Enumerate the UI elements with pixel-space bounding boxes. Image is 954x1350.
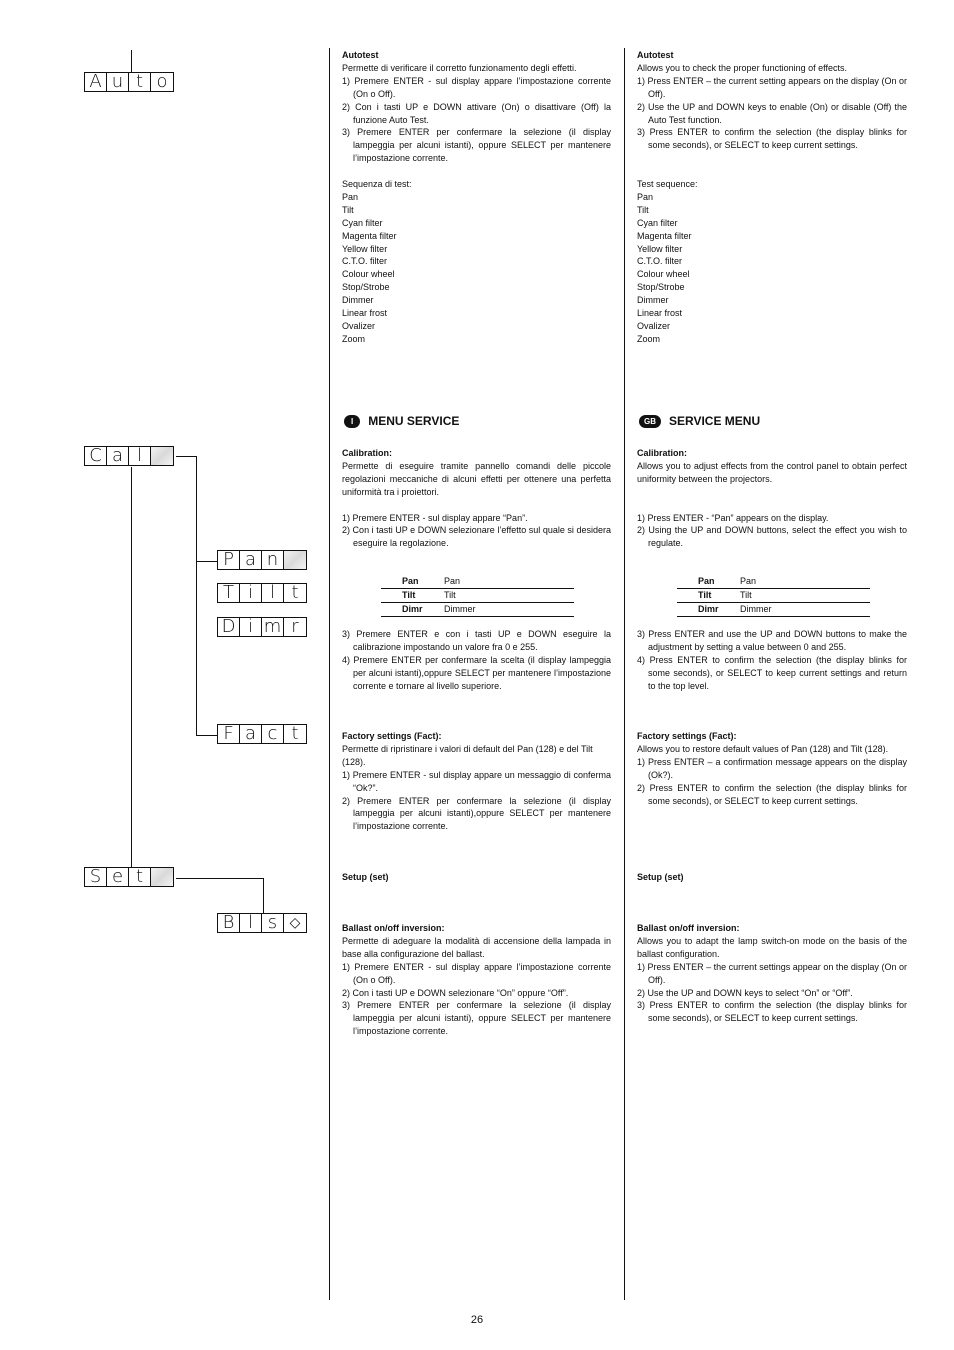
list-item: Yellow filter <box>637 243 683 254</box>
list-item: Dimmer <box>637 295 669 306</box>
option-value: Dimmer <box>740 603 870 617</box>
list-item: 3) Press ENTER and use the UP and DOWN buttons to make the adjustment by setting a value between 0 and 255. <box>637 629 907 652</box>
autotest-title: Autotest <box>342 50 379 60</box>
italian-column <box>342 49 611 346</box>
lcd-char: l <box>240 914 262 932</box>
lcd-char: a <box>240 551 262 569</box>
setup-title: Setup (set) <box>342 872 389 882</box>
list-item: 4) Press ENTER to confirm the selection (the display blinks for some seconds), or SELECT to keep current settings and return to the top level. <box>637 654 907 691</box>
list-item: Magenta filter <box>342 230 397 241</box>
lcd-char: C <box>85 447 107 465</box>
factory-title: Factory settings (Fact): <box>637 731 737 741</box>
option-key: Dimr <box>381 603 444 617</box>
ballast-title: Ballast on/off inversion: <box>637 923 740 933</box>
list-item: Ovalizer <box>342 321 376 332</box>
options-table-gb <box>677 575 870 617</box>
connector-line <box>263 878 264 913</box>
factory-steps <box>637 756 907 808</box>
connector-line <box>196 735 217 736</box>
calibration-intro: Permette di eseguire tramite pannello comandi delle piccole regolazioni meccaniche di alcuni effetti per ottenere una perfetta uniformità tra i proiettori. <box>342 460 611 497</box>
list-item: Pan <box>342 191 359 202</box>
list-item: 2) Con i tasti UP e DOWN selezionare l’effetto sul quale si desidera eseguire la regolazione. <box>342 525 611 549</box>
calibration-steps <box>637 512 907 551</box>
list-item: 2) Use the UP and DOWN keys to select “On” or “Off”. <box>637 987 853 998</box>
lcd-char <box>151 868 173 886</box>
lcd-char: F <box>218 725 240 743</box>
english-setup <box>637 871 907 884</box>
list-item: 3) Press ENTER to confirm the selection (the display blinks for some seconds), or SELECT to keep current settings. <box>637 127 907 151</box>
ballast-steps <box>342 961 611 1038</box>
lcd-char <box>151 447 173 465</box>
table-row <box>677 603 870 617</box>
lcd-char: P <box>218 551 240 569</box>
list-item: 1) Premere ENTER - sul display appare un messaggio di conferma “Ok?”. <box>342 769 611 793</box>
list-item: C.T.O. filter <box>637 256 683 267</box>
english-calibration <box>637 447 907 550</box>
list-item: Tilt <box>637 204 649 215</box>
autotest-intro: Permette di verificare il corretto funzionamento degli effetti. <box>342 62 577 73</box>
options-table-it <box>381 575 574 617</box>
section-heading-it <box>344 414 459 428</box>
italian-ballast <box>342 922 611 1038</box>
section-title: SERVICE MENU <box>669 414 761 428</box>
factory-title: Factory settings (Fact): <box>342 731 442 741</box>
list-item: 2) Con i tasti UP e DOWN attivare (On) o disattivare (Off) la funzione Auto Test. <box>342 101 611 125</box>
list-item: Cyan filter <box>342 217 383 228</box>
option-value: Pan <box>740 575 870 589</box>
italian-calibration <box>342 447 611 550</box>
connector-line <box>196 456 197 736</box>
lcd-char: D <box>218 618 240 636</box>
lcd-char: s <box>262 914 284 932</box>
lcd-tilt <box>217 583 307 603</box>
lcd-char: a <box>107 447 129 465</box>
lcd-char: S <box>85 868 107 886</box>
lcd-char: i <box>240 584 262 602</box>
connector-line <box>131 467 132 867</box>
option-key: Pan <box>677 575 740 589</box>
lcd-char: t <box>291 584 299 602</box>
option-value: Dimmer <box>444 603 574 617</box>
list-item: 3) Premere ENTER per confermare la selezione (il display lampeggia per alcuni istanti), oppure SELECT per mantenere l’impostazione corrente. <box>342 127 611 164</box>
list-item: 3) Premere ENTER per confermare la selezione (il display lampeggia per alcuni istanti), oppure SELECT per mantenere l’impostazione corrente. <box>342 1000 611 1037</box>
sequence-title: Sequenza di test: <box>342 179 412 190</box>
lcd-char: t <box>129 73 151 91</box>
lcd-char: e <box>107 868 129 886</box>
option-key: Pan <box>381 575 444 589</box>
list-item: Stop/Strobe <box>342 282 390 293</box>
list-item: 2) Con i tasti UP e DOWN selezionare “On” oppure “Off”. <box>342 987 569 998</box>
factory-steps <box>342 769 611 834</box>
page-number: 26 <box>470 1314 484 1326</box>
list-item: Stop/Strobe <box>637 282 685 293</box>
list-item: 1) Premere ENTER - sul display appare “Pan”. <box>342 512 528 523</box>
italian-calibration-cont <box>342 628 611 693</box>
language-badge: I <box>344 415 360 428</box>
lcd-bls <box>217 913 307 933</box>
lcd-char: t <box>129 868 151 886</box>
lcd-cal <box>84 446 174 466</box>
calibration-steps <box>637 628 907 693</box>
list-item: Linear frost <box>342 308 388 319</box>
list-item: 1) Press ENTER – a confirmation message appears on the display (Ok?). <box>637 756 907 780</box>
lcd-char: o <box>156 73 168 91</box>
calibration-intro: Allows you to adjust effects from the control panel to obtain perfect uniformity between the projectors. <box>637 460 907 484</box>
list-item: Cyan filter <box>637 217 678 228</box>
table-row <box>381 589 574 603</box>
ballast-intro: Permette di adeguare la modalità di accensione della lampada in base alla configurazione del ballast. <box>342 935 611 959</box>
lcd-pan <box>217 550 307 570</box>
lcd-char: c <box>262 725 284 743</box>
lcd-set <box>84 867 174 887</box>
list-item: 3) Premere ENTER e con i tasti UP e DOWN eseguire la calibrazione impostando un valore fra 0 e 255. <box>342 629 611 652</box>
list-item: 2) Using the UP and DOWN buttons, select the effect you wish to regulate. <box>637 525 907 549</box>
column-divider <box>329 48 330 1300</box>
option-value: Tilt <box>444 589 574 603</box>
list-item: Tilt <box>342 204 354 215</box>
lcd-char: t <box>291 725 299 743</box>
sequence-list <box>342 191 611 346</box>
option-key: Dimr <box>677 603 740 617</box>
list-item: Yellow filter <box>342 243 388 254</box>
lcd-char: m <box>262 618 284 636</box>
option-key: Tilt <box>677 589 740 603</box>
lcd-char: l <box>262 584 284 602</box>
list-item: 1) Premere ENTER - sul display appare l’impostazione corrente (On o Off). <box>342 75 611 99</box>
italian-setup <box>342 871 611 884</box>
table-row <box>677 589 870 603</box>
list-item: Pan <box>637 191 654 202</box>
lcd-char: A <box>85 73 107 91</box>
english-calibration-cont <box>637 628 907 693</box>
ballast-title: Ballast on/off inversion: <box>342 923 445 933</box>
language-badge: GB <box>639 415 661 428</box>
list-item: 2) Premere ENTER per confermare la selezione (il display lampeggia per alcuni istanti),oppure SELECT per mantenere l’impostazione corrente. <box>342 795 611 832</box>
calibration-title: Calibration: <box>342 448 393 458</box>
english-ballast <box>637 922 907 1025</box>
calibration-title: Calibration: <box>637 448 688 458</box>
italian-factory <box>342 730 611 833</box>
lcd-char: n <box>262 551 284 569</box>
list-item: Colour wheel <box>637 269 690 280</box>
lcd-fact <box>217 724 307 744</box>
autotest-steps <box>342 75 611 165</box>
option-value: Pan <box>444 575 574 589</box>
connector-line <box>196 561 217 562</box>
table-row <box>381 575 574 589</box>
column-divider <box>624 48 625 1300</box>
option-key: Tilt <box>381 589 444 603</box>
section-title: MENU SERVICE <box>368 414 460 428</box>
table-row <box>677 575 870 589</box>
list-item: 3) Press ENTER to confirm the selection (the display blinks for some seconds), or SELECT to keep current settings. <box>637 1000 907 1024</box>
autotest-steps <box>637 75 907 152</box>
lcd-char: a <box>240 725 262 743</box>
list-item: 1) Premere ENTER - sul display appare l’impostazione corrente (On o Off). <box>342 961 611 985</box>
updown-arrow-icon: ◇ <box>289 915 301 931</box>
connector-line <box>176 878 264 879</box>
connector-line <box>131 50 132 72</box>
english-factory <box>637 730 907 807</box>
list-item: Zoom <box>342 333 366 344</box>
lcd-auto <box>84 72 174 92</box>
list-item: Ovalizer <box>637 321 671 332</box>
list-item: 1) Press ENTER - “Pan” appears on the display. <box>637 512 829 523</box>
option-value: Tilt <box>740 589 870 603</box>
sequence-title: Test sequence: <box>637 179 698 190</box>
list-item: Dimmer <box>342 295 374 306</box>
lcd-char: r <box>291 618 299 636</box>
calibration-steps <box>342 628 611 693</box>
ballast-intro: Allows you to adapt the lamp switch-on mode on the basis of the ballast configuration. <box>637 935 907 959</box>
calibration-steps <box>342 512 611 551</box>
list-item: 1) Press ENTER – the current settings appear on the display (On or Off). <box>637 961 907 985</box>
setup-title: Setup (set) <box>637 872 684 882</box>
lcd-char: T <box>218 584 240 602</box>
section-heading-gb <box>639 414 760 428</box>
list-item: Magenta filter <box>637 230 692 241</box>
lcd-char: u <box>107 73 129 91</box>
list-item: 1) Press ENTER – the current setting appears on the display (On or Off). <box>637 75 907 99</box>
list-item: 2) Press ENTER to confirm the selection (the display blinks for some seconds), or SELECT to keep current settings. <box>637 782 907 806</box>
list-item: 2) Use the UP and DOWN keys to enable (On) or disable (Off) the Auto Test function. <box>637 101 907 125</box>
lcd-dimr <box>217 617 307 637</box>
lcd-char: B <box>218 914 240 932</box>
list-item: Zoom <box>637 333 661 344</box>
autotest-title: Autotest <box>637 50 674 60</box>
factory-intro: Allows you to restore default values of Pan (128) and Tilt (128). <box>637 743 889 754</box>
lcd-char <box>284 551 306 569</box>
list-item: Linear frost <box>637 308 683 319</box>
list-item: C.T.O. filter <box>342 256 388 267</box>
list-item: 4) Premere ENTER per confermare la scelta (il display lampeggia per alcuni istanti),oppure SELECT per mantenere l’impostazione corrente e tornare al livello superiore. <box>342 654 611 691</box>
lcd-char: l <box>129 447 151 465</box>
factory-intro: Permette di ripristinare i valori di default del Pan (128) e del Tilt (128). <box>342 743 593 767</box>
english-column <box>637 49 907 346</box>
ballast-steps <box>637 961 907 1026</box>
autotest-intro: Allows you to check the proper functioning of effects. <box>637 62 847 73</box>
sequence-list <box>637 191 907 346</box>
table-row <box>381 603 574 617</box>
lcd-char: i <box>240 618 262 636</box>
list-item: Colour wheel <box>342 269 395 280</box>
connector-line <box>176 456 196 457</box>
